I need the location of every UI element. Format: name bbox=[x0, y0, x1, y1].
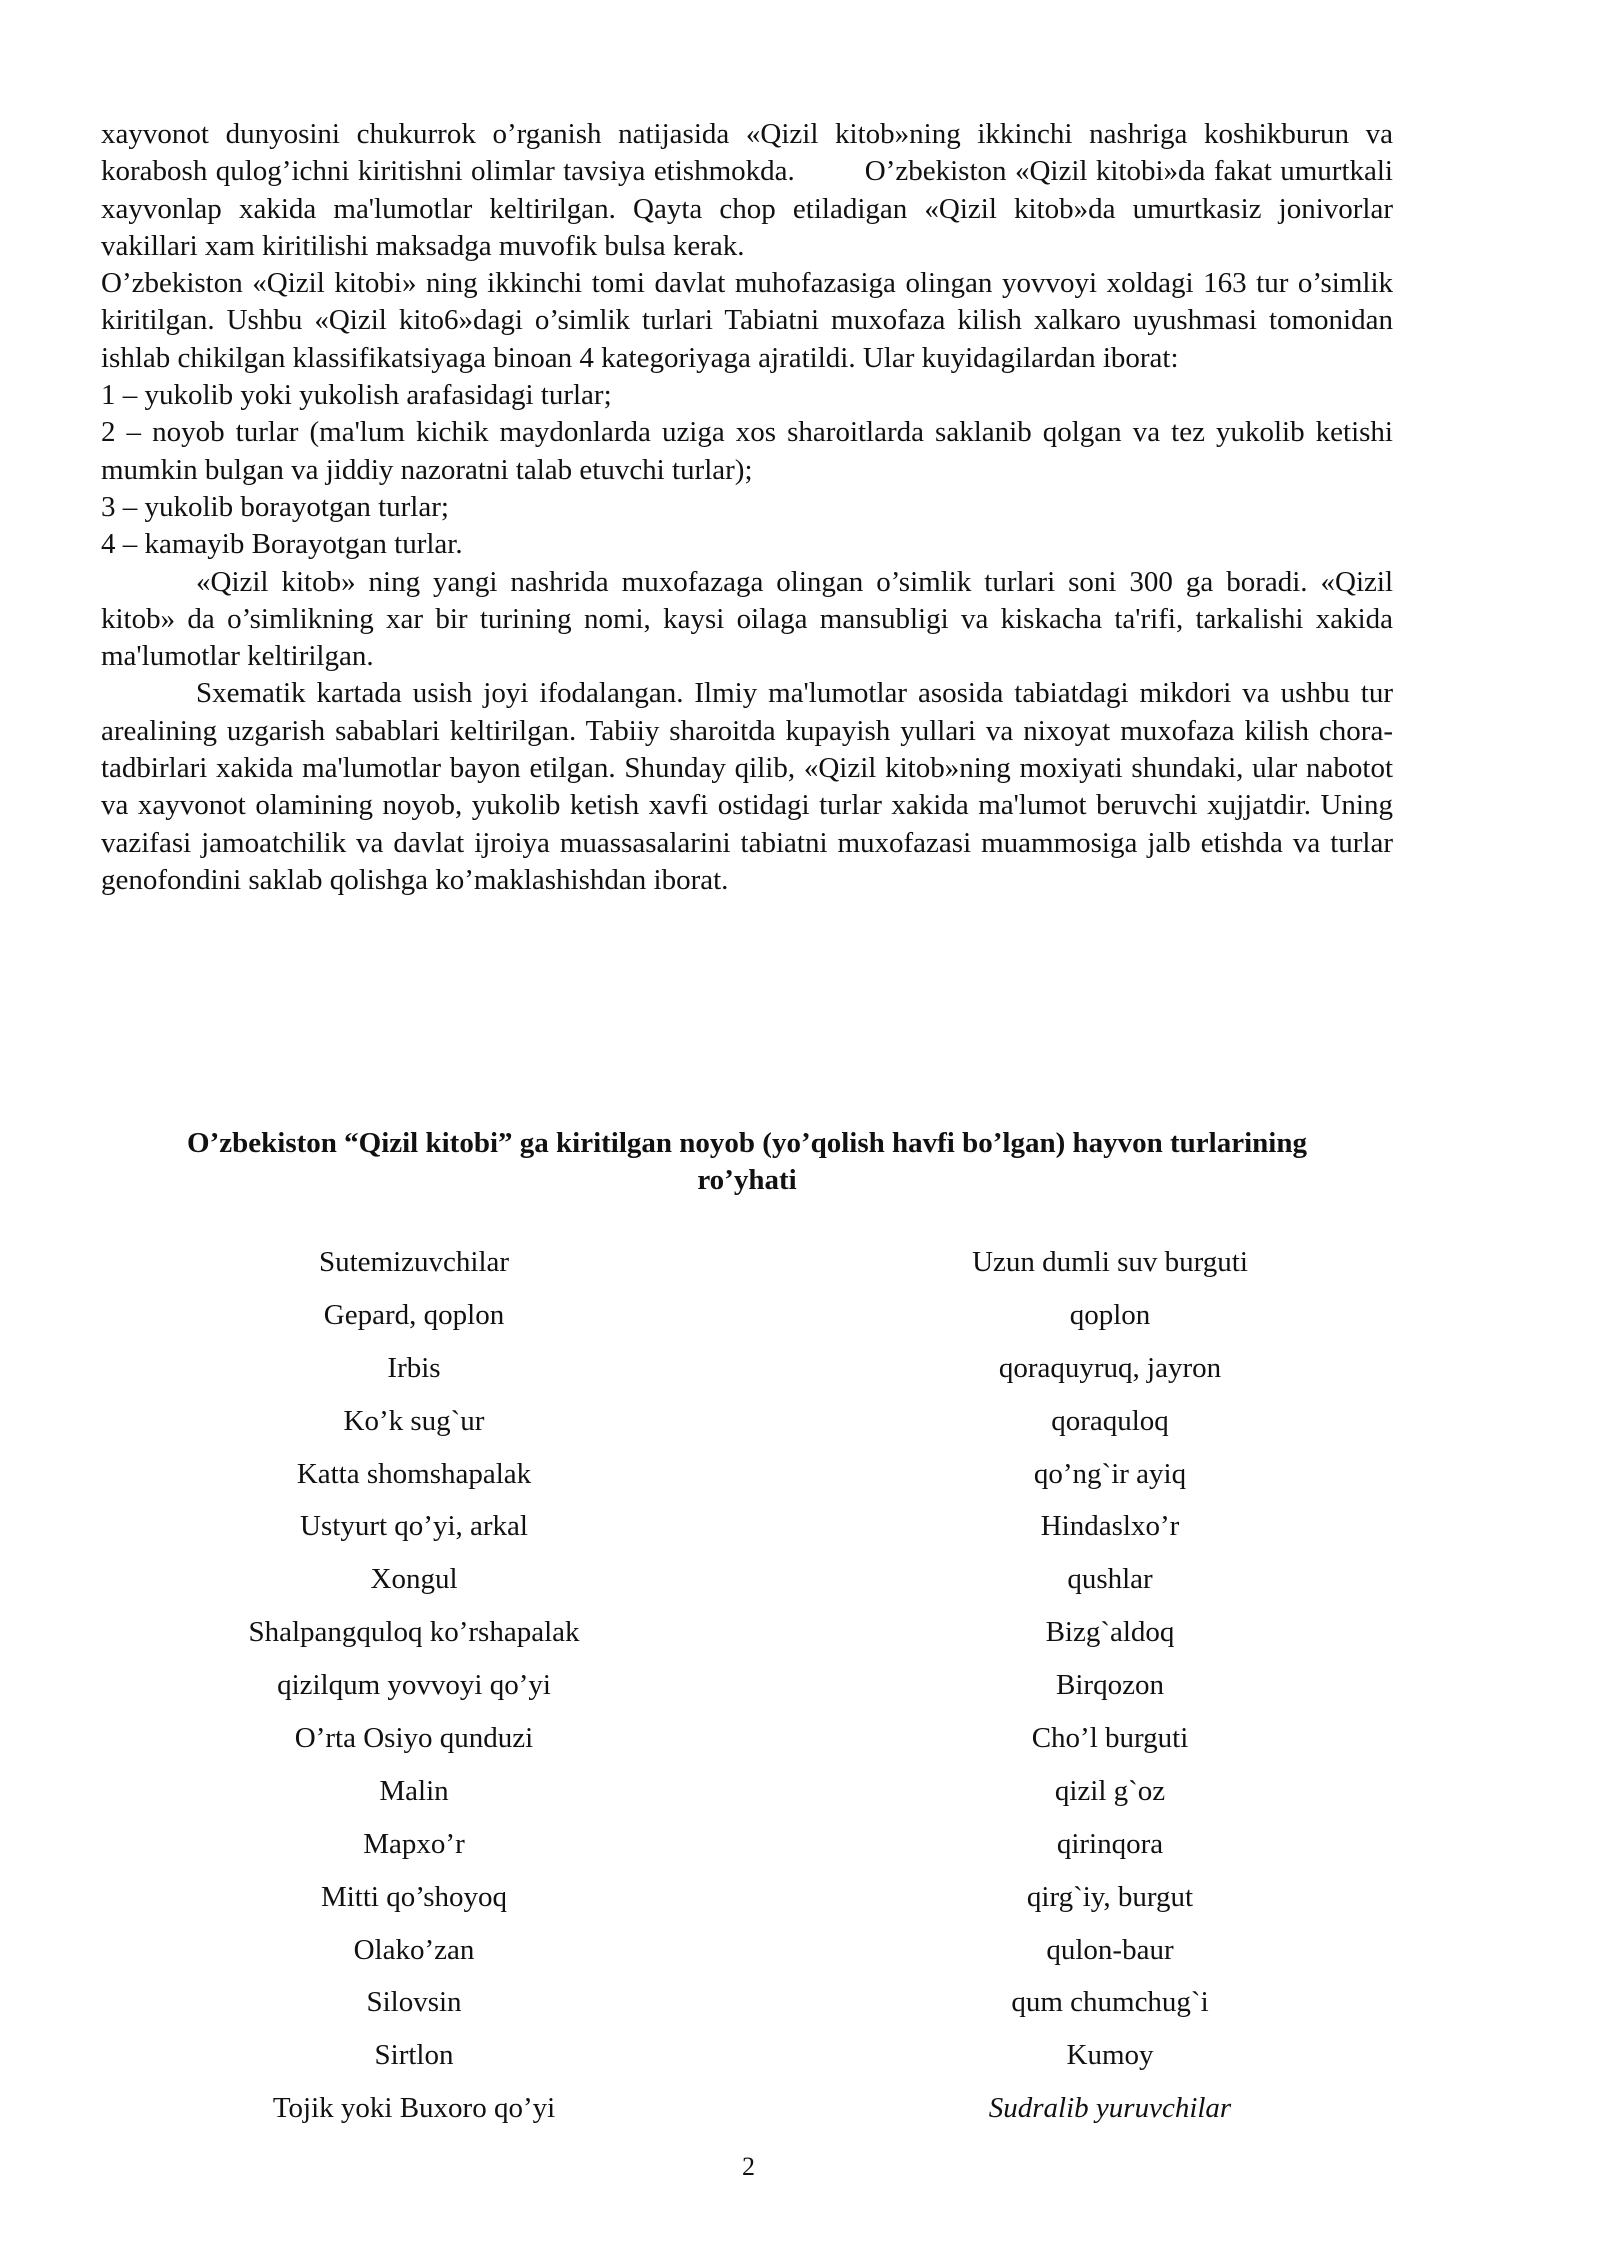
species-cell: qoraquyruq, jayron bbox=[998, 1351, 1222, 1384]
species-list-title-line-2: ro’yhati bbox=[697, 1164, 797, 1196]
species-section-heading: Sudralib yuruvchilar bbox=[988, 2092, 1232, 2125]
species-cell: Kumoy bbox=[1066, 2039, 1154, 2072]
species-cell: Uzun dumli suv burguti bbox=[972, 1246, 1248, 1278]
list-item-4: 4 – kamayib Borayotgan turlar. bbox=[101, 528, 463, 561]
paragraph-1-text-a: xayvonot dunyosini chukurrok o’rganish natijasida «Qizil kitob»ning ikkinchi nashriga koshikburun va korabosh qulog’ichni kiritishni olimlar tavsiya etishmokda. bbox=[101, 118, 1393, 188]
species-cell: Mapxo’r bbox=[363, 1827, 465, 1860]
paragraph-3: «Qizil kitob» ning yangi nashrida muxofazaga olingan o’simlik turlari soni 300 ga boradi. «Qizil kitob» da o’simlikning xar bir turining nomi, kaysi oilaga mansubligi va kiskacha ta'rifi, tarkalishi xakida ma'lumotlar keltirilgan. bbox=[101, 565, 1393, 673]
species-cell: Sutemizuvchilar bbox=[318, 1246, 510, 1278]
species-cell: Gepard, qoplon bbox=[323, 1298, 505, 1331]
species-list-title bbox=[101, 1125, 1393, 1199]
species-column-left bbox=[101, 1236, 747, 2135]
page-number: 2 bbox=[742, 2152, 755, 2181]
paragraph-2: O’zbekiston «Qizil kitobi» ning ikkinchi tomi davlat muhofazasiga olingan yovvoyi xoldagi 163 tur o’simlik kiritilgan. Ushbu «Qizil kito6»dagi o’simlik turlari Tabiatni muxofaza kilish xalkaro uyushmasi tomonidan ishlab chikilgan klassifikatsiyaga binoan 4 kategoriyaga ajratildi. Ular kuyidagilardan iborat: bbox=[101, 267, 1393, 374]
species-cell: Tojik yoki Buxoro qo’yi bbox=[272, 2092, 556, 2125]
species-cell: Silovsin bbox=[366, 1986, 462, 2019]
species-cell: qo’ng`ir ayiq bbox=[1033, 1457, 1187, 1490]
species-cell: qum chumchug`i bbox=[1011, 1986, 1209, 2019]
paragraph-4: Sxematik kartada usish joyi ifodalangan. Ilmiy ma'lumotlar asosida tabiatdagi mikdori va ushbu tur arealining uzgarish sabablari keltirilgan. Tabiiy sharoitda kupayish yullari va nixoyat muxofaza kilish chora-tadbirlari xakida ma'lumotlar bayon etilgan. Shunday qilib, «Qizil kitob»ning moxiyati shundaki, ular nabotot va xayvonot olamining noyob, yukolib ketish xavfi ostidagi turlar xakida ma'lumot beruvchi xujjatdir. Uning vazifasi jamoatchilik va davlat ijroiya muassasalarini tabiatni muxofazasi muammosiga jalb etishda va turlar genofondini saklab qolishga ko’maklashishdan iborat. bbox=[101, 677, 1393, 896]
paragraph-1-text-b: O’zbekiston «Qizil kitobi»da fakat umurtkali xayvonlap xakida ma'lumotlar keltirilgan. Qayta chop etiladigan «Qizil kitob»da umurtkasiz jonivorlar vakillari xam kiritilishi maksadga muvofik bulsa kerak. bbox=[101, 155, 1393, 262]
species-cell: qushlar bbox=[1067, 1563, 1153, 1596]
list-item-3: 3 – yukolib borayotgan turlar; bbox=[101, 490, 449, 523]
species-cell: Birqozon bbox=[1056, 1669, 1164, 1702]
species-cell: Ustyurt qo’yi, arkal bbox=[300, 1510, 528, 1543]
species-cell: Shalpangquloq ko’rshapalak bbox=[248, 1616, 580, 1649]
list-item-2: 2 – noyob turlar (ma'lum kichik maydonlarda uziga xos sharoitlarda saklanib qolgan va tez yukolib ketishi mumkin bulgan va jiddiy nazoratni talab etuvchi turlar); bbox=[101, 416, 1393, 486]
species-cell: qizilqum yovvoyi qo’yi bbox=[277, 1669, 551, 1702]
species-cell: Xongul bbox=[370, 1563, 458, 1596]
paragraph-1 bbox=[101, 116, 1393, 265]
species-column-right bbox=[747, 1236, 1393, 2135]
species-cell: qulon-baur bbox=[1046, 1933, 1174, 1966]
species-cell: qoplon bbox=[1069, 1298, 1151, 1331]
species-cell: qizil g`oz bbox=[1054, 1774, 1166, 1807]
species-cell: Hindaslxo’r bbox=[1040, 1510, 1180, 1543]
species-cell: Bizg`aldoq bbox=[1045, 1616, 1175, 1649]
document-body bbox=[101, 116, 1393, 899]
species-cell: Olako’zan bbox=[353, 1933, 475, 1966]
species-cell: Sirtlon bbox=[374, 2039, 454, 2072]
species-cell: Cho’l burguti bbox=[1031, 1722, 1189, 1755]
species-cell: Katta shomshapalak bbox=[296, 1457, 532, 1490]
species-cell: Mitti qo’shoyoq bbox=[320, 1880, 508, 1913]
species-cell: O’rta Osiyo qunduzi bbox=[294, 1722, 534, 1755]
species-table bbox=[101, 1236, 1393, 2135]
list-item-1: 1 – yukolib yoki yukolish arafasidagi turlar; bbox=[101, 379, 612, 412]
species-list-title-line-1: O’zbekiston “Qizil kitobi” ga kiritilgan noyob (yo’qolish havfi bo’lgan) hayvon turlarining bbox=[187, 1127, 1307, 1159]
species-cell: Ko’k sug`ur bbox=[343, 1404, 485, 1437]
species-cell: qirinqora bbox=[1056, 1827, 1164, 1860]
species-cell: Malin bbox=[379, 1774, 449, 1807]
species-cell: qirg`iy, burgut bbox=[1026, 1880, 1194, 1913]
species-cell: Irbis bbox=[387, 1351, 441, 1384]
species-cell: qoraquloq bbox=[1051, 1404, 1169, 1437]
